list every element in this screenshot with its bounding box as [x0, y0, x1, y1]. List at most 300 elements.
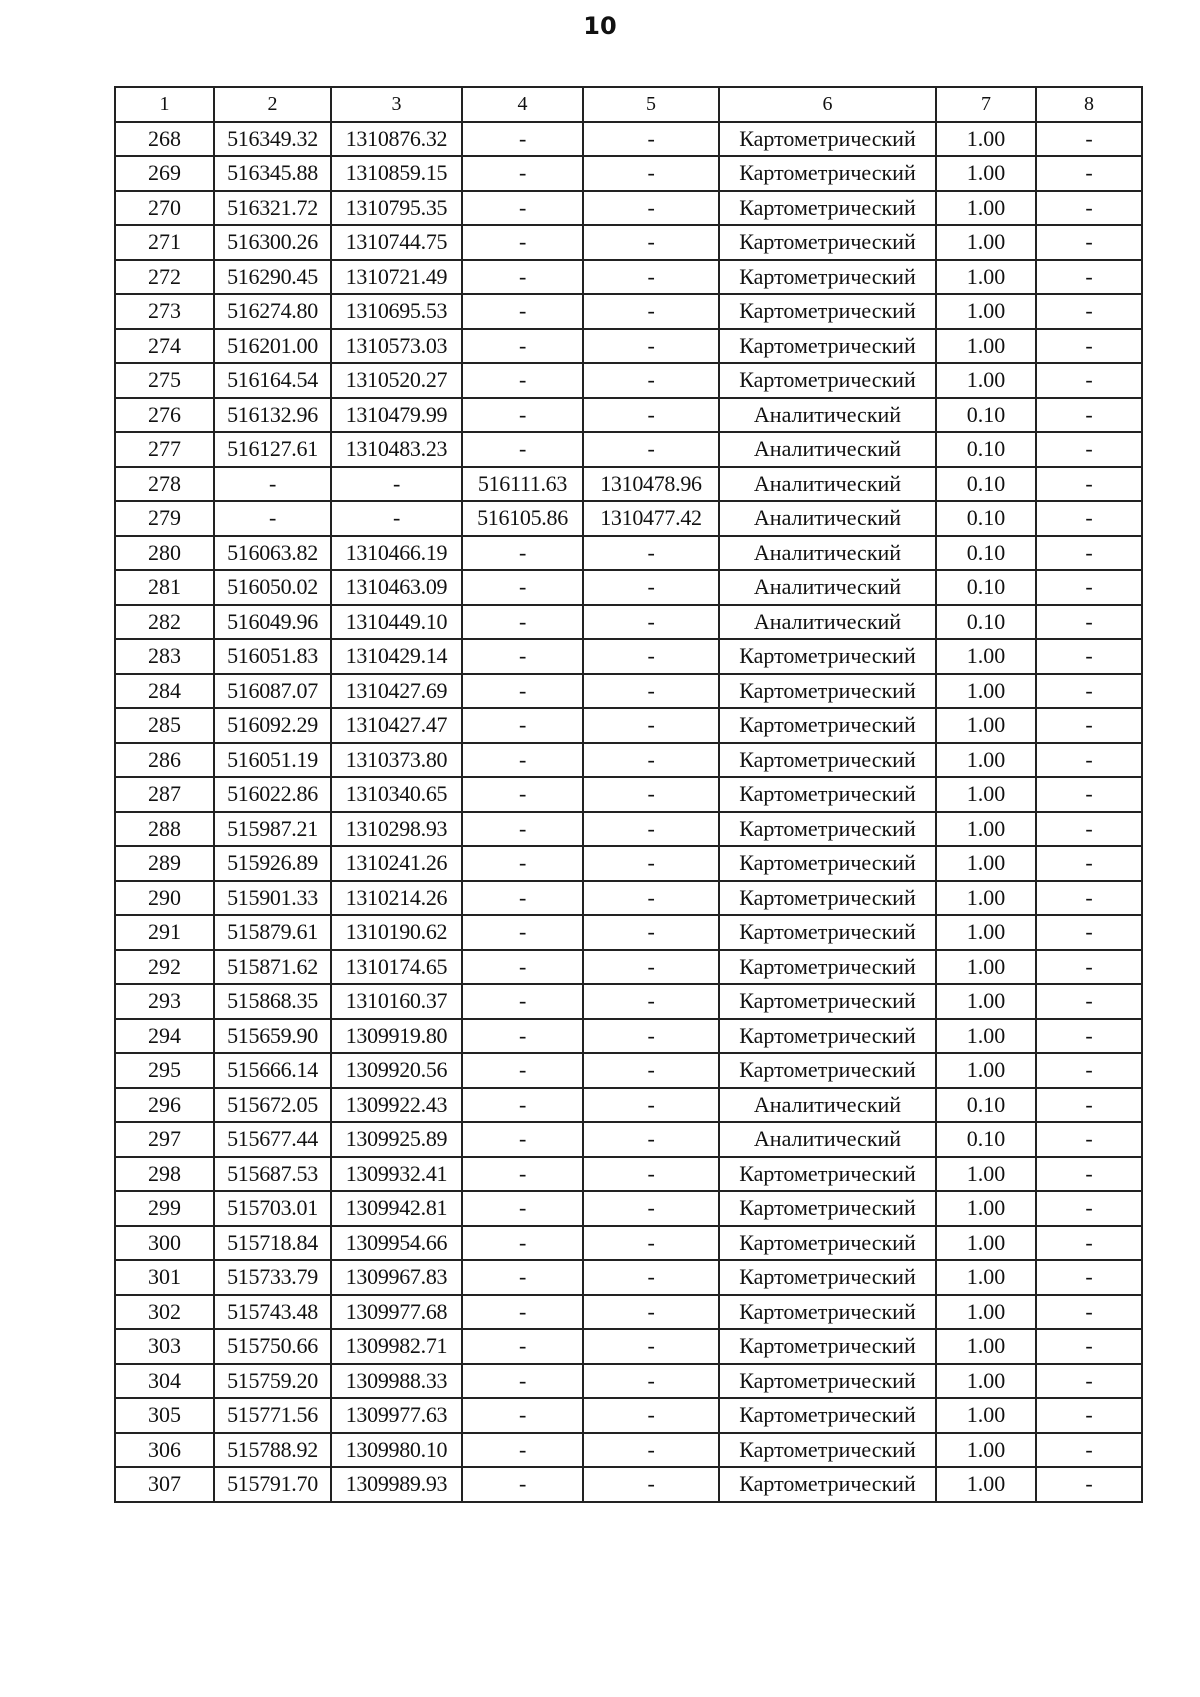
table-cell-col-1: 268: [115, 122, 214, 157]
table-cell-col-4: -: [462, 432, 583, 467]
table-cell-col-4: -: [462, 605, 583, 640]
table-cell-col-5: -: [583, 536, 719, 571]
table-cell-col-3: 1310174.65: [331, 950, 462, 985]
table-cell-col-7: 1.00: [936, 1191, 1036, 1226]
table-cell-col-2: 515743.48: [214, 1295, 331, 1330]
table-row: [115, 191, 1142, 226]
table-cell-col-8: -: [1036, 915, 1142, 950]
table-cell-col-4: -: [462, 1329, 583, 1364]
table-cell-col-3: 1310573.03: [331, 329, 462, 364]
table-cell-col-6: Картометрический: [719, 363, 936, 398]
table-cell-col-7: 1.00: [936, 1019, 1036, 1054]
table-row: [115, 501, 1142, 536]
table-cell-col-7: 1.00: [936, 915, 1036, 950]
table-cell-col-2: 515733.79: [214, 1260, 331, 1295]
table-cell-col-4: -: [462, 1398, 583, 1433]
table-cell-col-8: -: [1036, 708, 1142, 743]
table-row: [115, 1053, 1142, 1088]
table-cell-col-2: 515901.33: [214, 881, 331, 916]
table-cell-col-4: -: [462, 1019, 583, 1054]
table-cell-col-3: 1310795.35: [331, 191, 462, 226]
table-row: [115, 915, 1142, 950]
table-row: [115, 1157, 1142, 1192]
table-cell-col-4: -: [462, 329, 583, 364]
table-cell-col-8: -: [1036, 225, 1142, 260]
table-row: [115, 294, 1142, 329]
table-cell-col-8: -: [1036, 432, 1142, 467]
table-cell-col-3: 1309925.89: [331, 1122, 462, 1157]
table-cell-col-5: -: [583, 1398, 719, 1433]
column-header-2: 2: [214, 87, 331, 122]
table-cell-col-7: 1.00: [936, 708, 1036, 743]
table-cell-col-4: -: [462, 915, 583, 950]
table-cell-col-5: -: [583, 605, 719, 640]
table-cell-col-1: 286: [115, 743, 214, 778]
table-cell-col-7: 0.10: [936, 467, 1036, 502]
table-cell-col-8: -: [1036, 881, 1142, 916]
table-cell-col-8: -: [1036, 1260, 1142, 1295]
table-cell-col-7: 0.10: [936, 570, 1036, 605]
table-cell-col-5: -: [583, 191, 719, 226]
table-row: [115, 881, 1142, 916]
table-row: [115, 1122, 1142, 1157]
table-cell-col-1: 303: [115, 1329, 214, 1364]
table-cell-col-5: -: [583, 260, 719, 295]
table-cell-col-5: -: [583, 570, 719, 605]
table-cell-col-1: 285: [115, 708, 214, 743]
table-cell-col-6: Картометрический: [719, 915, 936, 950]
table-cell-col-1: 278: [115, 467, 214, 502]
table-cell-col-2: 516051.19: [214, 743, 331, 778]
table-cell-col-6: Картометрический: [719, 1260, 936, 1295]
table-cell-col-5: -: [583, 156, 719, 191]
table-cell-col-8: -: [1036, 1398, 1142, 1433]
table-row: [115, 743, 1142, 778]
table-cell-col-7: 1.00: [936, 1226, 1036, 1261]
table-cell-col-7: 1.00: [936, 1295, 1036, 1330]
table-cell-col-1: 290: [115, 881, 214, 916]
table-cell-col-4: -: [462, 225, 583, 260]
table-cell-col-4: -: [462, 1226, 583, 1261]
table-cell-col-8: -: [1036, 846, 1142, 881]
table-cell-col-2: 516049.96: [214, 605, 331, 640]
table-cell-col-5: -: [583, 1122, 719, 1157]
table-cell-col-7: 1.00: [936, 777, 1036, 812]
table-cell-col-8: -: [1036, 260, 1142, 295]
table-cell-col-7: 1.00: [936, 674, 1036, 709]
table-cell-col-5: -: [583, 1295, 719, 1330]
table-cell-col-5: -: [583, 1053, 719, 1088]
table-cell-col-3: 1310373.80: [331, 743, 462, 778]
table-cell-col-3: 1310340.65: [331, 777, 462, 812]
table-cell-col-8: -: [1036, 984, 1142, 1019]
table-cell-col-6: Картометрический: [719, 777, 936, 812]
table-cell-col-6: Картометрический: [719, 1398, 936, 1433]
table-cell-col-7: 1.00: [936, 1329, 1036, 1364]
column-header-5: 5: [583, 87, 719, 122]
table-cell-col-3: 1310721.49: [331, 260, 462, 295]
table-cell-col-3: 1310479.99: [331, 398, 462, 433]
table-cell-col-2: 515759.20: [214, 1364, 331, 1399]
table-cell-col-2: 515718.84: [214, 1226, 331, 1261]
table-row: [115, 156, 1142, 191]
table-cell-col-1: 287: [115, 777, 214, 812]
table-cell-col-4: -: [462, 191, 583, 226]
table-cell-col-7: 0.10: [936, 536, 1036, 571]
table-cell-col-5: -: [583, 1157, 719, 1192]
table-cell-col-6: Картометрический: [719, 329, 936, 364]
table-cell-col-8: -: [1036, 570, 1142, 605]
table-cell-col-4: -: [462, 708, 583, 743]
table-cell-col-2: 515987.21: [214, 812, 331, 847]
table-cell-col-6: Картометрический: [719, 1053, 936, 1088]
table-cell-col-5: -: [583, 639, 719, 674]
table-cell-col-2: 515750.66: [214, 1329, 331, 1364]
table-cell-col-1: 300: [115, 1226, 214, 1261]
table-cell-col-2: 516321.72: [214, 191, 331, 226]
table-cell-col-5: -: [583, 1260, 719, 1295]
table-cell-col-6: Картометрический: [719, 984, 936, 1019]
table-cell-col-8: -: [1036, 191, 1142, 226]
table-row: [115, 536, 1142, 571]
table-cell-col-1: 294: [115, 1019, 214, 1054]
table-cell-col-1: 274: [115, 329, 214, 364]
table-cell-col-2: -: [214, 467, 331, 502]
table-cell-col-4: -: [462, 846, 583, 881]
table-row: [115, 1467, 1142, 1502]
table-cell-col-1: 269: [115, 156, 214, 191]
table-cell-col-6: Аналитический: [719, 1088, 936, 1123]
table-cell-col-3: 1310520.27: [331, 363, 462, 398]
table-row: [115, 122, 1142, 157]
table-row: [115, 1019, 1142, 1054]
table-cell-col-8: -: [1036, 467, 1142, 502]
column-header-8: 8: [1036, 87, 1142, 122]
table-cell-col-3: 1310463.09: [331, 570, 462, 605]
table-cell-col-6: Картометрический: [719, 1191, 936, 1226]
table-cell-col-8: -: [1036, 1053, 1142, 1088]
table-cell-col-4: -: [462, 950, 583, 985]
table-row: [115, 1364, 1142, 1399]
table-row: [115, 950, 1142, 985]
table-cell-col-3: 1310241.26: [331, 846, 462, 881]
table-cell-col-4: -: [462, 984, 583, 1019]
table-cell-col-1: 293: [115, 984, 214, 1019]
table-cell-col-7: 1.00: [936, 294, 1036, 329]
table-cell-col-3: 1309922.43: [331, 1088, 462, 1123]
table-cell-col-4: -: [462, 1295, 583, 1330]
table-cell-col-4: -: [462, 743, 583, 778]
table-cell-col-6: Картометрический: [719, 191, 936, 226]
table-cell-col-6: Картометрический: [719, 674, 936, 709]
table-cell-col-5: -: [583, 846, 719, 881]
table-cell-col-7: 1.00: [936, 329, 1036, 364]
table-cell-col-2: 516300.26: [214, 225, 331, 260]
table-cell-col-2: 515926.89: [214, 846, 331, 881]
table-cell-col-5: -: [583, 1088, 719, 1123]
table-cell-col-5: -: [583, 1433, 719, 1468]
table-cell-col-4: -: [462, 1053, 583, 1088]
table-row: [115, 1226, 1142, 1261]
table-cell-col-3: 1309954.66: [331, 1226, 462, 1261]
table-cell-col-5: -: [583, 1364, 719, 1399]
table-cell-col-3: 1310466.19: [331, 536, 462, 571]
table-cell-col-8: -: [1036, 1191, 1142, 1226]
table-row: [115, 225, 1142, 260]
table-cell-col-8: -: [1036, 674, 1142, 709]
table-cell-col-5: -: [583, 225, 719, 260]
table-cell-col-3: 1310427.69: [331, 674, 462, 709]
table-cell-col-5: -: [583, 122, 719, 157]
table-row: [115, 1433, 1142, 1468]
table-cell-col-5: -: [583, 743, 719, 778]
table-cell-col-7: 1.00: [936, 156, 1036, 191]
table-cell-col-4: -: [462, 260, 583, 295]
table-cell-col-1: 283: [115, 639, 214, 674]
table-cell-col-6: Картометрический: [719, 1364, 936, 1399]
table-cell-col-3: -: [331, 501, 462, 536]
table-cell-col-7: 1.00: [936, 1260, 1036, 1295]
table-cell-col-3: 1309980.10: [331, 1433, 462, 1468]
table-cell-col-5: -: [583, 432, 719, 467]
table-cell-col-6: Картометрический: [719, 225, 936, 260]
table-row: [115, 1329, 1142, 1364]
table-cell-col-1: 272: [115, 260, 214, 295]
table-cell-col-5: -: [583, 777, 719, 812]
table-cell-col-2: 516063.82: [214, 536, 331, 571]
table-cell-col-5: -: [583, 363, 719, 398]
table-cell-col-7: 0.10: [936, 605, 1036, 640]
table-row: [115, 639, 1142, 674]
table-cell-col-4: 516105.86: [462, 501, 583, 536]
table-cell-col-1: 304: [115, 1364, 214, 1399]
table-cell-col-5: -: [583, 915, 719, 950]
table-cell-col-7: 1.00: [936, 1157, 1036, 1192]
table-cell-col-3: 1310429.14: [331, 639, 462, 674]
table-cell-col-4: -: [462, 1088, 583, 1123]
table-cell-col-5: -: [583, 1019, 719, 1054]
table-row: [115, 984, 1142, 1019]
table-cell-col-5: -: [583, 1467, 719, 1502]
table-cell-col-5: -: [583, 950, 719, 985]
table-row: [115, 1191, 1142, 1226]
table-cell-col-7: 1.00: [936, 1433, 1036, 1468]
table-cell-col-5: -: [583, 329, 719, 364]
table-row: [115, 260, 1142, 295]
table-row: [115, 363, 1142, 398]
table-cell-col-7: 0.10: [936, 1122, 1036, 1157]
table-cell-col-6: Картометрический: [719, 122, 936, 157]
column-header-7: 7: [936, 87, 1036, 122]
table-cell-col-4: -: [462, 1433, 583, 1468]
table-cell-col-3: 1310214.26: [331, 881, 462, 916]
table-row: [115, 398, 1142, 433]
table-cell-col-8: -: [1036, 536, 1142, 571]
table-cell-col-1: 306: [115, 1433, 214, 1468]
table-cell-col-7: 1.00: [936, 363, 1036, 398]
table-cell-col-7: 0.10: [936, 432, 1036, 467]
table-cell-col-6: Картометрический: [719, 1295, 936, 1330]
table-cell-col-3: 1310695.53: [331, 294, 462, 329]
table-cell-col-8: -: [1036, 1329, 1142, 1364]
table-row: [115, 467, 1142, 502]
table-cell-col-6: Картометрический: [719, 846, 936, 881]
table-cell-col-4: -: [462, 1157, 583, 1192]
table-row: [115, 1260, 1142, 1295]
table-cell-col-8: -: [1036, 156, 1142, 191]
table-cell-col-2: 515871.62: [214, 950, 331, 985]
table-cell-col-6: Картометрический: [719, 1329, 936, 1364]
table-cell-col-6: Картометрический: [719, 1019, 936, 1054]
table-cell-col-2: 516349.32: [214, 122, 331, 157]
table-cell-col-7: 1.00: [936, 846, 1036, 881]
table-cell-col-6: Картометрический: [719, 881, 936, 916]
table-cell-col-2: 515703.01: [214, 1191, 331, 1226]
table-cell-col-6: Аналитический: [719, 536, 936, 571]
table-cell-col-5: -: [583, 1226, 719, 1261]
table-cell-col-3: 1310449.10: [331, 605, 462, 640]
table-cell-col-1: 273: [115, 294, 214, 329]
column-header-6: 6: [719, 87, 936, 122]
table-cell-col-7: 1.00: [936, 743, 1036, 778]
table-cell-col-4: -: [462, 536, 583, 571]
table-cell-col-5: 1310477.42: [583, 501, 719, 536]
table-cell-col-8: -: [1036, 639, 1142, 674]
table-cell-col-8: -: [1036, 1157, 1142, 1192]
table-cell-col-5: -: [583, 1191, 719, 1226]
table-cell-col-1: 284: [115, 674, 214, 709]
table-cell-col-1: 280: [115, 536, 214, 571]
table-cell-col-4: -: [462, 1364, 583, 1399]
table-cell-col-1: 298: [115, 1157, 214, 1192]
table-cell-col-2: 516050.02: [214, 570, 331, 605]
column-header-3: 3: [331, 87, 462, 122]
table-cell-col-3: 1309942.81: [331, 1191, 462, 1226]
table-cell-col-6: Аналитический: [719, 501, 936, 536]
table-cell-col-2: 516051.83: [214, 639, 331, 674]
table-row: [115, 674, 1142, 709]
table-cell-col-8: -: [1036, 812, 1142, 847]
table-cell-col-7: 1.00: [936, 984, 1036, 1019]
table-cell-col-7: 0.10: [936, 398, 1036, 433]
table-cell-col-4: -: [462, 363, 583, 398]
table-cell-col-2: 516290.45: [214, 260, 331, 295]
table-cell-col-5: -: [583, 294, 719, 329]
table-cell-col-5: -: [583, 881, 719, 916]
column-header-4: 4: [462, 87, 583, 122]
table-cell-col-5: -: [583, 674, 719, 709]
table-cell-col-6: Аналитический: [719, 605, 936, 640]
table-cell-col-1: 291: [115, 915, 214, 950]
table-cell-col-4: -: [462, 156, 583, 191]
table-cell-col-3: 1310744.75: [331, 225, 462, 260]
table-cell-col-8: -: [1036, 122, 1142, 157]
table-cell-col-1: 288: [115, 812, 214, 847]
table-cell-col-1: 297: [115, 1122, 214, 1157]
table-cell-col-3: 1309982.71: [331, 1329, 462, 1364]
table-cell-col-7: 1.00: [936, 812, 1036, 847]
table-cell-col-4: -: [462, 122, 583, 157]
table-cell-col-6: Аналитический: [719, 570, 936, 605]
table-cell-col-3: 1310483.23: [331, 432, 462, 467]
table-cell-col-6: Картометрический: [719, 639, 936, 674]
table-cell-col-7: 1.00: [936, 260, 1036, 295]
table-row: [115, 1398, 1142, 1433]
table-cell-col-6: Картометрический: [719, 260, 936, 295]
table-cell-col-4: -: [462, 1467, 583, 1502]
table-cell-col-1: 295: [115, 1053, 214, 1088]
table-cell-col-1: 299: [115, 1191, 214, 1226]
table-row: [115, 777, 1142, 812]
table-cell-col-8: -: [1036, 1226, 1142, 1261]
table-cell-col-3: 1309967.83: [331, 1260, 462, 1295]
table-cell-col-1: 279: [115, 501, 214, 536]
table-cell-col-6: Картометрический: [719, 1433, 936, 1468]
table-cell-col-3: 1309920.56: [331, 1053, 462, 1088]
table-cell-col-3: 1310190.62: [331, 915, 462, 950]
table-cell-col-5: -: [583, 708, 719, 743]
table-cell-col-3: 1309977.68: [331, 1295, 462, 1330]
table-row: [115, 570, 1142, 605]
coordinates-table: [114, 86, 1143, 1503]
table-cell-col-3: 1310160.37: [331, 984, 462, 1019]
table-cell-col-2: 515666.14: [214, 1053, 331, 1088]
table-cell-col-8: -: [1036, 950, 1142, 985]
table-cell-col-8: -: [1036, 501, 1142, 536]
table-cell-col-3: 1310859.15: [331, 156, 462, 191]
table-cell-col-6: Картометрический: [719, 743, 936, 778]
table-cell-col-4: 516111.63: [462, 467, 583, 502]
table-cell-col-2: 516127.61: [214, 432, 331, 467]
table-cell-col-1: 296: [115, 1088, 214, 1123]
header-row: [115, 87, 1142, 122]
table-cell-col-4: -: [462, 1122, 583, 1157]
table-cell-col-1: 277: [115, 432, 214, 467]
table-cell-col-6: Аналитический: [719, 432, 936, 467]
table-cell-col-2: 515659.90: [214, 1019, 331, 1054]
table-cell-col-7: 1.00: [936, 950, 1036, 985]
table-cell-col-2: -: [214, 501, 331, 536]
table-cell-col-3: -: [331, 467, 462, 502]
table-cell-col-4: -: [462, 1260, 583, 1295]
table-cell-col-7: 1.00: [936, 881, 1036, 916]
table-cell-col-8: -: [1036, 743, 1142, 778]
table-row: [115, 605, 1142, 640]
table-cell-col-5: 1310478.96: [583, 467, 719, 502]
table-cell-col-2: 516345.88: [214, 156, 331, 191]
table-cell-col-2: 516022.86: [214, 777, 331, 812]
table-cell-col-1: 305: [115, 1398, 214, 1433]
page-number: 10: [583, 12, 617, 40]
table-row: [115, 1295, 1142, 1330]
table-cell-col-1: 307: [115, 1467, 214, 1502]
table-cell-col-6: Аналитический: [719, 398, 936, 433]
table-row: [115, 329, 1142, 364]
table-cell-col-8: -: [1036, 1467, 1142, 1502]
table-cell-col-4: -: [462, 398, 583, 433]
table-cell-col-7: 1.00: [936, 191, 1036, 226]
table-cell-col-7: 1.00: [936, 639, 1036, 674]
table-cell-col-1: 289: [115, 846, 214, 881]
table-cell-col-6: Аналитический: [719, 1122, 936, 1157]
table-cell-col-5: -: [583, 398, 719, 433]
table-cell-col-7: 0.10: [936, 501, 1036, 536]
table-row: [115, 432, 1142, 467]
table-cell-col-3: 1310876.32: [331, 122, 462, 157]
table-cell-col-2: 515879.61: [214, 915, 331, 950]
table-cell-col-2: 515791.70: [214, 1467, 331, 1502]
table-cell-col-7: 1.00: [936, 1398, 1036, 1433]
